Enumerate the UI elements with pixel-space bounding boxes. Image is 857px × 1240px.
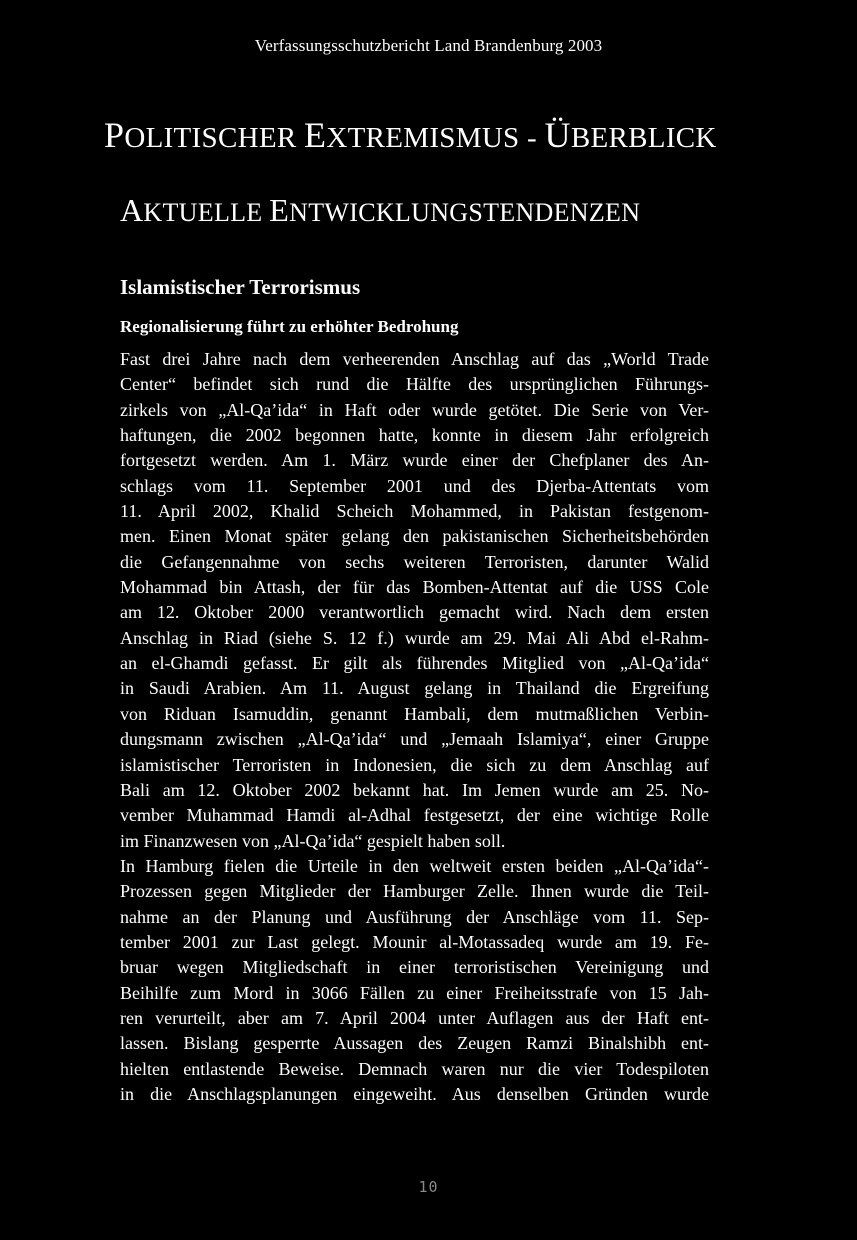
text-line: in die Anschlagsplanungen eingeweiht. Aus denselben Gründen wurde [120, 1084, 709, 1105]
chapter-subtitle [120, 192, 640, 229]
chapter-title [104, 114, 717, 156]
title-part: ÜBERBLICK [544, 115, 717, 155]
section-subheading: Regionalisierung führt zu erhöhter Bedrohung [120, 317, 459, 336]
text-line: nahme an der Planung und Ausführung der Anschläge vom 11. Sep- [120, 906, 709, 927]
text-line: Fast drei Jahre nach dem verheerenden Anschlag auf das „World Trade [120, 349, 709, 369]
text-line: Prozessen gegen Mitglieder der Hamburger Zelle. Ihnen wurde die Teil- [120, 881, 709, 902]
text-line: an el-Ghamdi gefasst. Er gilt als führendes Mitglied von „Al-Qa’ida“ [120, 653, 709, 674]
text-line: Anschlag in Riad (siehe S. 12 f.) wurde am 29. Mai Ali Abd el-Rahm- [120, 627, 709, 648]
subtitle-part: AKTUELLE [120, 192, 270, 228]
body-paragraph-1 [120, 347, 709, 854]
title-part: POLITISCHER [104, 115, 305, 155]
text-line: zirkels von „Al-Qa’ida“ in Haft oder wurde getötet. Die Serie von Ver- [120, 399, 709, 420]
text-line: von Riduan Isamuddin, genannt Hambali, dem mutmaßlichen Verbin- [120, 703, 709, 724]
text-line: schlags vom 11. September 2001 und des Djerba-Attentats vom [120, 475, 709, 496]
text-line: dungsmann zwischen „Al-Qa’ida“ und „Jemaah Islamiya“, einer Gruppe [120, 729, 709, 750]
text-line: die Gefangennahme von sechs weiteren Terroristen, darunter Walid [120, 551, 709, 572]
text-line: vember Muhammad Hamdi al-Adhal festgesetzt, der eine wichtige Rolle [120, 805, 709, 826]
text-line: im Finanzwesen von „Al-Qa’ida“ gespielt haben soll. [120, 830, 506, 851]
text-line: Beihilfe zum Mord in 3066 Fällen zu einer Freiheitsstrafe von 15 Jah- [120, 982, 709, 1003]
text-line: islamistischer Terroristen in Indonesien, die sich zu dem Anschlag auf [120, 754, 709, 775]
running-header: Verfassungsschutzbericht Land Brandenburg 2003 [254, 36, 603, 55]
title-part: EXTREMISMUS - [304, 115, 545, 155]
text-line: Mohammad bin Attash, der für das Bomben-Attentat auf die USS Cole [120, 577, 709, 598]
text-line: Center“ befindet sich rund die Hälfte des ursprünglichen Führungs- [120, 374, 709, 395]
text-line: 11. April 2002, Khalid Scheich Mohammed, in Pakistan festgenom- [120, 501, 709, 522]
body-paragraph-2 [120, 854, 709, 1107]
subtitle-part: ENTWICKLUNGSTENDENZEN [269, 192, 641, 228]
text-line: men. Einen Monat später gelang den pakistanischen Sicherheitsbehörden [120, 526, 709, 547]
text-line: ren verurteilt, aber am 7. April 2004 unter Auflagen aus der Haft ent- [120, 1008, 709, 1029]
text-line: hielten entlastende Beweise. Demnach waren nur die vier Todespiloten [120, 1058, 709, 1079]
text-line: fortgesetzt werden. Am 1. März wurde einer der Chefplaner des An- [120, 450, 709, 471]
text-line: in Saudi Arabien. Am 11. August gelang in Thailand die Ergreifung [120, 678, 709, 699]
text-line: haftungen, die 2002 begonnen hatte, konnte in diesem Jahr erfolgreich [120, 425, 709, 446]
section-heading: Islamistischer Terrorismus [120, 275, 361, 299]
text-line: bruar wegen Mitgliedschaft in einer terroristischen Vereinigung und [120, 957, 709, 978]
text-line: tember 2001 zur Last gelegt. Mounir al-Motassadeq wurde am 19. Fe- [120, 932, 709, 953]
text-line: Bali am 12. Oktober 2002 bekannt hat. Im Jemen wurde am 25. No- [120, 779, 709, 800]
page-number: 10 [418, 1178, 439, 1196]
text-line: lassen. Bislang gesperrte Aussagen des Zeugen Ramzi Binalshibh ent- [120, 1033, 709, 1054]
text-line: am 12. Oktober 2000 verantwortlich gemacht wird. Nach dem ersten [120, 602, 709, 623]
text-line: In Hamburg fielen die Urteile in den weltweit ersten beiden „Al-Qa’ida“- [120, 856, 709, 876]
